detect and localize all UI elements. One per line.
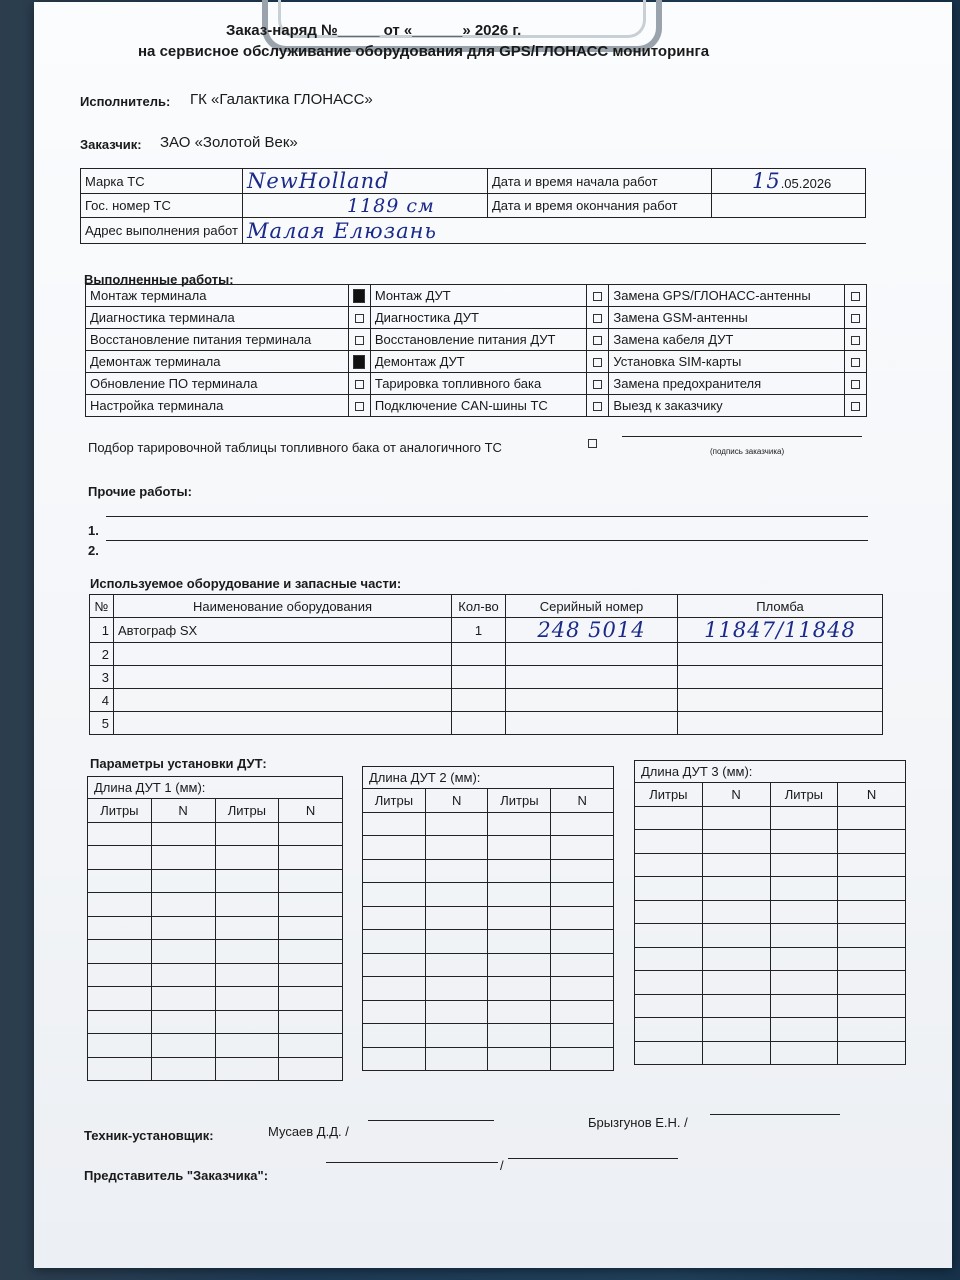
table-row [635,853,906,877]
equipment-seal[interactable] [678,712,883,735]
works-title: Выполненные работы: [84,272,234,287]
table-row [88,916,343,940]
equipment-qty[interactable] [452,712,506,735]
work-label: Монтаж терминала [86,285,349,307]
brand-label: Марка ТС [81,169,243,194]
dut3-table [634,760,906,1065]
col-liters: Литры [215,799,279,823]
technician-name-2: Брызгунов Е.Н. / [588,1115,688,1130]
checkbox-empty-icon [593,336,602,345]
table-row [88,869,343,893]
address-label: Адрес выполнения работ [81,218,243,244]
table-row [88,1010,343,1034]
technician-2-signature-line[interactable] [710,1114,840,1115]
technician-label: Техник-установщик: [84,1128,214,1143]
col-n: N [151,799,215,823]
table-row [635,877,906,901]
table-row [88,940,343,964]
col-header-num: № [90,595,114,618]
equipment-qty[interactable] [452,689,506,712]
dut1-length-label: Длина ДУТ 1 (мм): [88,777,343,799]
work-checkbox[interactable] [587,395,609,417]
row-number: 5 [90,712,114,735]
table-row [88,987,343,1011]
checkbox-empty-icon [851,402,860,411]
work-label: Установка SIM-карты [609,351,845,373]
table-row [88,1034,343,1058]
work-label: Замена GSM-антенны [609,307,845,329]
equipment-seal[interactable] [678,643,883,666]
work-label: Диагностика терминала [86,307,349,329]
equipment-qty[interactable]: 1 [452,618,506,643]
work-checkbox[interactable] [845,329,867,351]
work-label: Замена кабеля ДУТ [609,329,845,351]
table-row [363,953,614,977]
col-n: N [702,783,770,807]
col-n: N [425,789,488,813]
dut2-length-label: Длина ДУТ 2 (мм): [363,767,614,789]
work-checkbox[interactable] [348,373,370,395]
checkbox-empty-icon [851,380,860,389]
document-subtitle: на сервисное обслуживание оборудования для GPS/ГЛОНАСС мониторинга [138,43,710,60]
equipment-name[interactable] [114,712,452,735]
equipment-name[interactable] [114,643,452,666]
end-label: Дата и время окончания работ [487,194,711,218]
col-liters: Литры [363,789,426,813]
equipment-table [89,594,883,735]
equipment-serial: 248 5014 [537,618,646,642]
work-label: Демонтаж терминала [86,351,349,373]
customer-rep-label: Представитель "Заказчика": [84,1168,269,1183]
checkbox-checked-icon [353,355,365,369]
row-number: 2 [90,643,114,666]
col-liters: Литры [770,783,838,807]
equipment-seal: 11847/11848 [704,618,856,642]
other-work-line[interactable] [106,516,868,517]
work-label: Монтаж ДУТ [370,285,587,307]
table-row [363,836,614,860]
checkbox-empty-icon [355,336,364,345]
equipment-seal[interactable] [678,666,883,689]
brand-value: NewHolland [246,169,390,193]
work-label: Настройка терминала [86,395,349,417]
customer-rep-separator: / [500,1158,504,1173]
table-row [635,947,906,971]
customer-rep-signature-line[interactable] [326,1162,498,1163]
col-n: N [279,799,343,823]
work-label: Обновление ПО терминала [86,373,349,395]
checkbox-empty-icon [593,314,602,323]
col-n: N [551,789,614,813]
table-row [363,1047,614,1071]
start-label: Дата и время начала работ [487,169,711,194]
tare-table-label: Подбор тарировочной таблицы топливного бака от аналогичного ТС [88,440,502,455]
work-checkbox[interactable] [348,351,370,373]
dut-title: Параметры установки ДУТ: [90,756,267,771]
executor-value: ГК «Галактика ГЛОНАСС» [190,91,373,108]
col-header-name: Наименование оборудования [114,595,452,618]
table-row [88,1057,343,1081]
work-label: Замена GPS/ГЛОНАСС-антенны [609,285,845,307]
vehicle-info-table [80,168,866,244]
table-row [88,963,343,987]
equipment-serial[interactable] [506,666,678,689]
checkbox-empty-icon [593,380,602,389]
table-row [363,930,614,954]
work-label: Восстановление питания ДУТ [370,329,587,351]
customer-rep-name-line[interactable] [508,1158,678,1159]
table-row [635,900,906,924]
table-row [635,971,906,995]
work-checkbox[interactable] [587,373,609,395]
work-label: Диагностика ДУТ [370,307,587,329]
equipment-serial-cell[interactable] [506,618,678,643]
table-row [363,906,614,930]
dut2-table [362,766,614,1071]
table-row [363,1024,614,1048]
work-checkbox[interactable] [587,329,609,351]
checkbox-empty-icon [355,380,364,389]
table-row [363,812,614,836]
dut1-table [87,776,343,1081]
row-number: 3 [90,666,114,689]
work-checkbox[interactable] [587,351,609,373]
technician-1-signature-line[interactable] [368,1120,494,1121]
checkbox-empty-icon [851,314,860,323]
works-table [85,284,867,417]
checkbox-empty-icon [851,336,860,345]
checkbox-empty-icon [593,358,602,367]
work-checkbox[interactable] [845,395,867,417]
dut3-length-label: Длина ДУТ 3 (мм): [635,761,906,783]
start-date: .05.2026 [780,176,832,191]
tare-checkbox[interactable] [588,439,597,448]
other-work-number: 2. [88,543,99,558]
equipment-qty[interactable] [452,666,506,689]
work-checkbox[interactable] [845,307,867,329]
checkbox-checked-icon [353,289,365,303]
work-checkbox[interactable] [845,285,867,307]
plate-cell[interactable] [242,194,487,218]
work-checkbox[interactable] [348,329,370,351]
work-checkbox[interactable] [845,351,867,373]
customer-signature-line[interactable] [622,436,862,437]
start-day: 15 [751,169,781,193]
table-row [635,806,906,830]
equipment-serial[interactable] [506,643,678,666]
table-row [363,859,614,883]
table-row [88,822,343,846]
work-checkbox[interactable] [587,307,609,329]
work-checkbox[interactable] [348,307,370,329]
other-work-number: 1. [88,523,99,538]
equipment-name[interactable]: Автограф SX [114,618,452,643]
work-checkbox[interactable] [348,285,370,307]
equipment-seal[interactable] [678,689,883,712]
work-checkbox[interactable] [587,285,609,307]
technician-name-1: Мусаев Д.Д. / [268,1124,349,1139]
end-cell[interactable] [711,194,865,218]
checkbox-empty-icon [355,402,364,411]
table-row [635,994,906,1018]
table-row [635,1041,906,1065]
equipment-name[interactable] [114,689,452,712]
col-liters: Литры [88,799,152,823]
col-header-seal: Пломба [678,595,883,618]
plate-label: Гос. номер ТС [81,194,243,218]
row-number: 1 [90,618,114,643]
equipment-serial[interactable] [506,689,678,712]
table-row [88,893,343,917]
address-value: Малая Елюзань [246,218,437,243]
checkbox-empty-icon [851,292,860,301]
col-header-qty: Кол-во [452,595,506,618]
table-row [635,924,906,948]
col-liters: Литры [488,789,551,813]
equipment-name[interactable] [114,666,452,689]
checkbox-empty-icon [355,314,364,323]
work-checkbox[interactable] [845,373,867,395]
row-number: 4 [90,689,114,712]
equipment-seal-cell[interactable] [678,618,883,643]
brand-cell[interactable] [242,169,487,194]
customer-value: ЗАО «Золотой Век» [160,134,298,151]
checkbox-empty-icon [593,402,602,411]
col-n: N [838,783,906,807]
work-label: Подключение CAN-шины ТС [370,395,587,417]
signature-caption: (подпись заказчика) [710,447,785,456]
col-liters: Литры [635,783,703,807]
work-label: Замена предохранителя [609,373,845,395]
other-works-title: Прочие работы: [88,484,192,499]
plate-value: 1189 см [346,194,435,217]
work-label: Демонтаж ДУТ [370,351,587,373]
work-label: Выезд к заказчику [609,395,845,417]
checkbox-empty-icon [593,292,602,301]
table-row [635,830,906,854]
table-row [363,977,614,1001]
executor-label: Исполнитель: [80,94,171,109]
other-work-line[interactable] [106,540,868,541]
work-label: Тарировка топливного бака [370,373,587,395]
table-row [635,1018,906,1042]
table-row [88,846,343,870]
work-checkbox[interactable] [348,395,370,417]
customer-label: Заказчик: [80,137,142,152]
equipment-title: Используемое оборудование и запасные части: [90,576,402,591]
document-title: Заказ-наряд №_____ от «______» 2026 г. [226,22,522,39]
table-row [363,883,614,907]
table-row [363,1000,614,1024]
work-label: Восстановление питания терминала [86,329,349,351]
address-cell[interactable] [242,218,865,244]
col-header-serial: Серийный номер [506,595,678,618]
equipment-qty[interactable] [452,643,506,666]
equipment-serial[interactable] [506,712,678,735]
start-cell[interactable] [711,169,865,194]
checkbox-empty-icon [851,358,860,367]
